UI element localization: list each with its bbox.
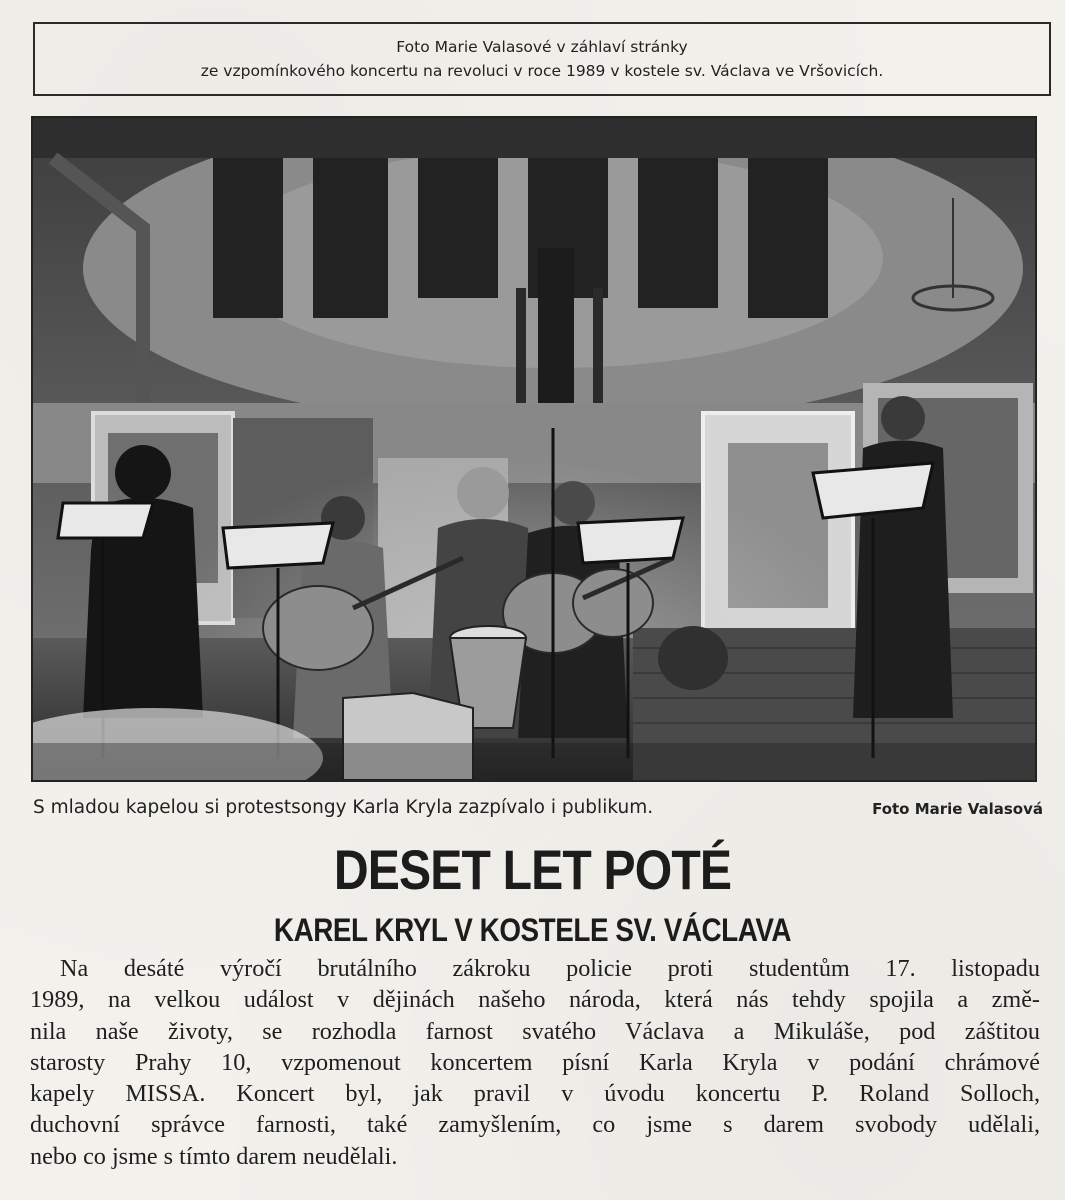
photo-caption [33,797,1043,827]
body-line: nila naše životy, se rozhodla farnost svatého Václava a Mikuláše, pod záštitou [30,1017,1040,1045]
header-note-box [33,22,1051,96]
caption-text: S mladou kapelou si protestsongy Karla Kryla zazpívalo i publikum. [33,797,654,818]
article-body [30,953,1040,1172]
caption-credit: Foto Marie Valasová [872,800,1043,818]
header-note-line-2: ze vzpomínkového koncertu na revoluci v roce 1989 v kostele sv. Václava ve Vršovicích. [200,62,884,80]
header-note-line-1: Foto Marie Valasové v záhlaví stránky [396,38,688,56]
body-line: duchovní správce farnosti, také zamyšlením, co jsme s darem svobody udělali, [30,1111,1040,1139]
concert-photo-image [33,118,1035,780]
concert-photo [31,116,1037,782]
body-line: nebo co jsme s tímto darem neudělali. [30,1142,398,1170]
body-line: starosty Prahy 10, vzpomenout koncertem písní Karla Kryla v podání chrámové [30,1048,1040,1076]
body-line: Na desáté výročí brutálního zákroku policie proti studentům 17. listopadu [60,955,1040,982]
body-line: kapely MISSA. Koncert byl, jak pravil v úvodu koncertu P. Roland Solloch, [30,1080,1040,1108]
body-line: 1989, na velkou událost v dějinách našeho národa, která nás tehdy spojila a změ- [30,986,1040,1014]
headline: DESET LET POTÉ [333,838,732,901]
subheadline: KAREL KRYL V KOSTELE SV. VÁCLAVA [273,912,792,948]
